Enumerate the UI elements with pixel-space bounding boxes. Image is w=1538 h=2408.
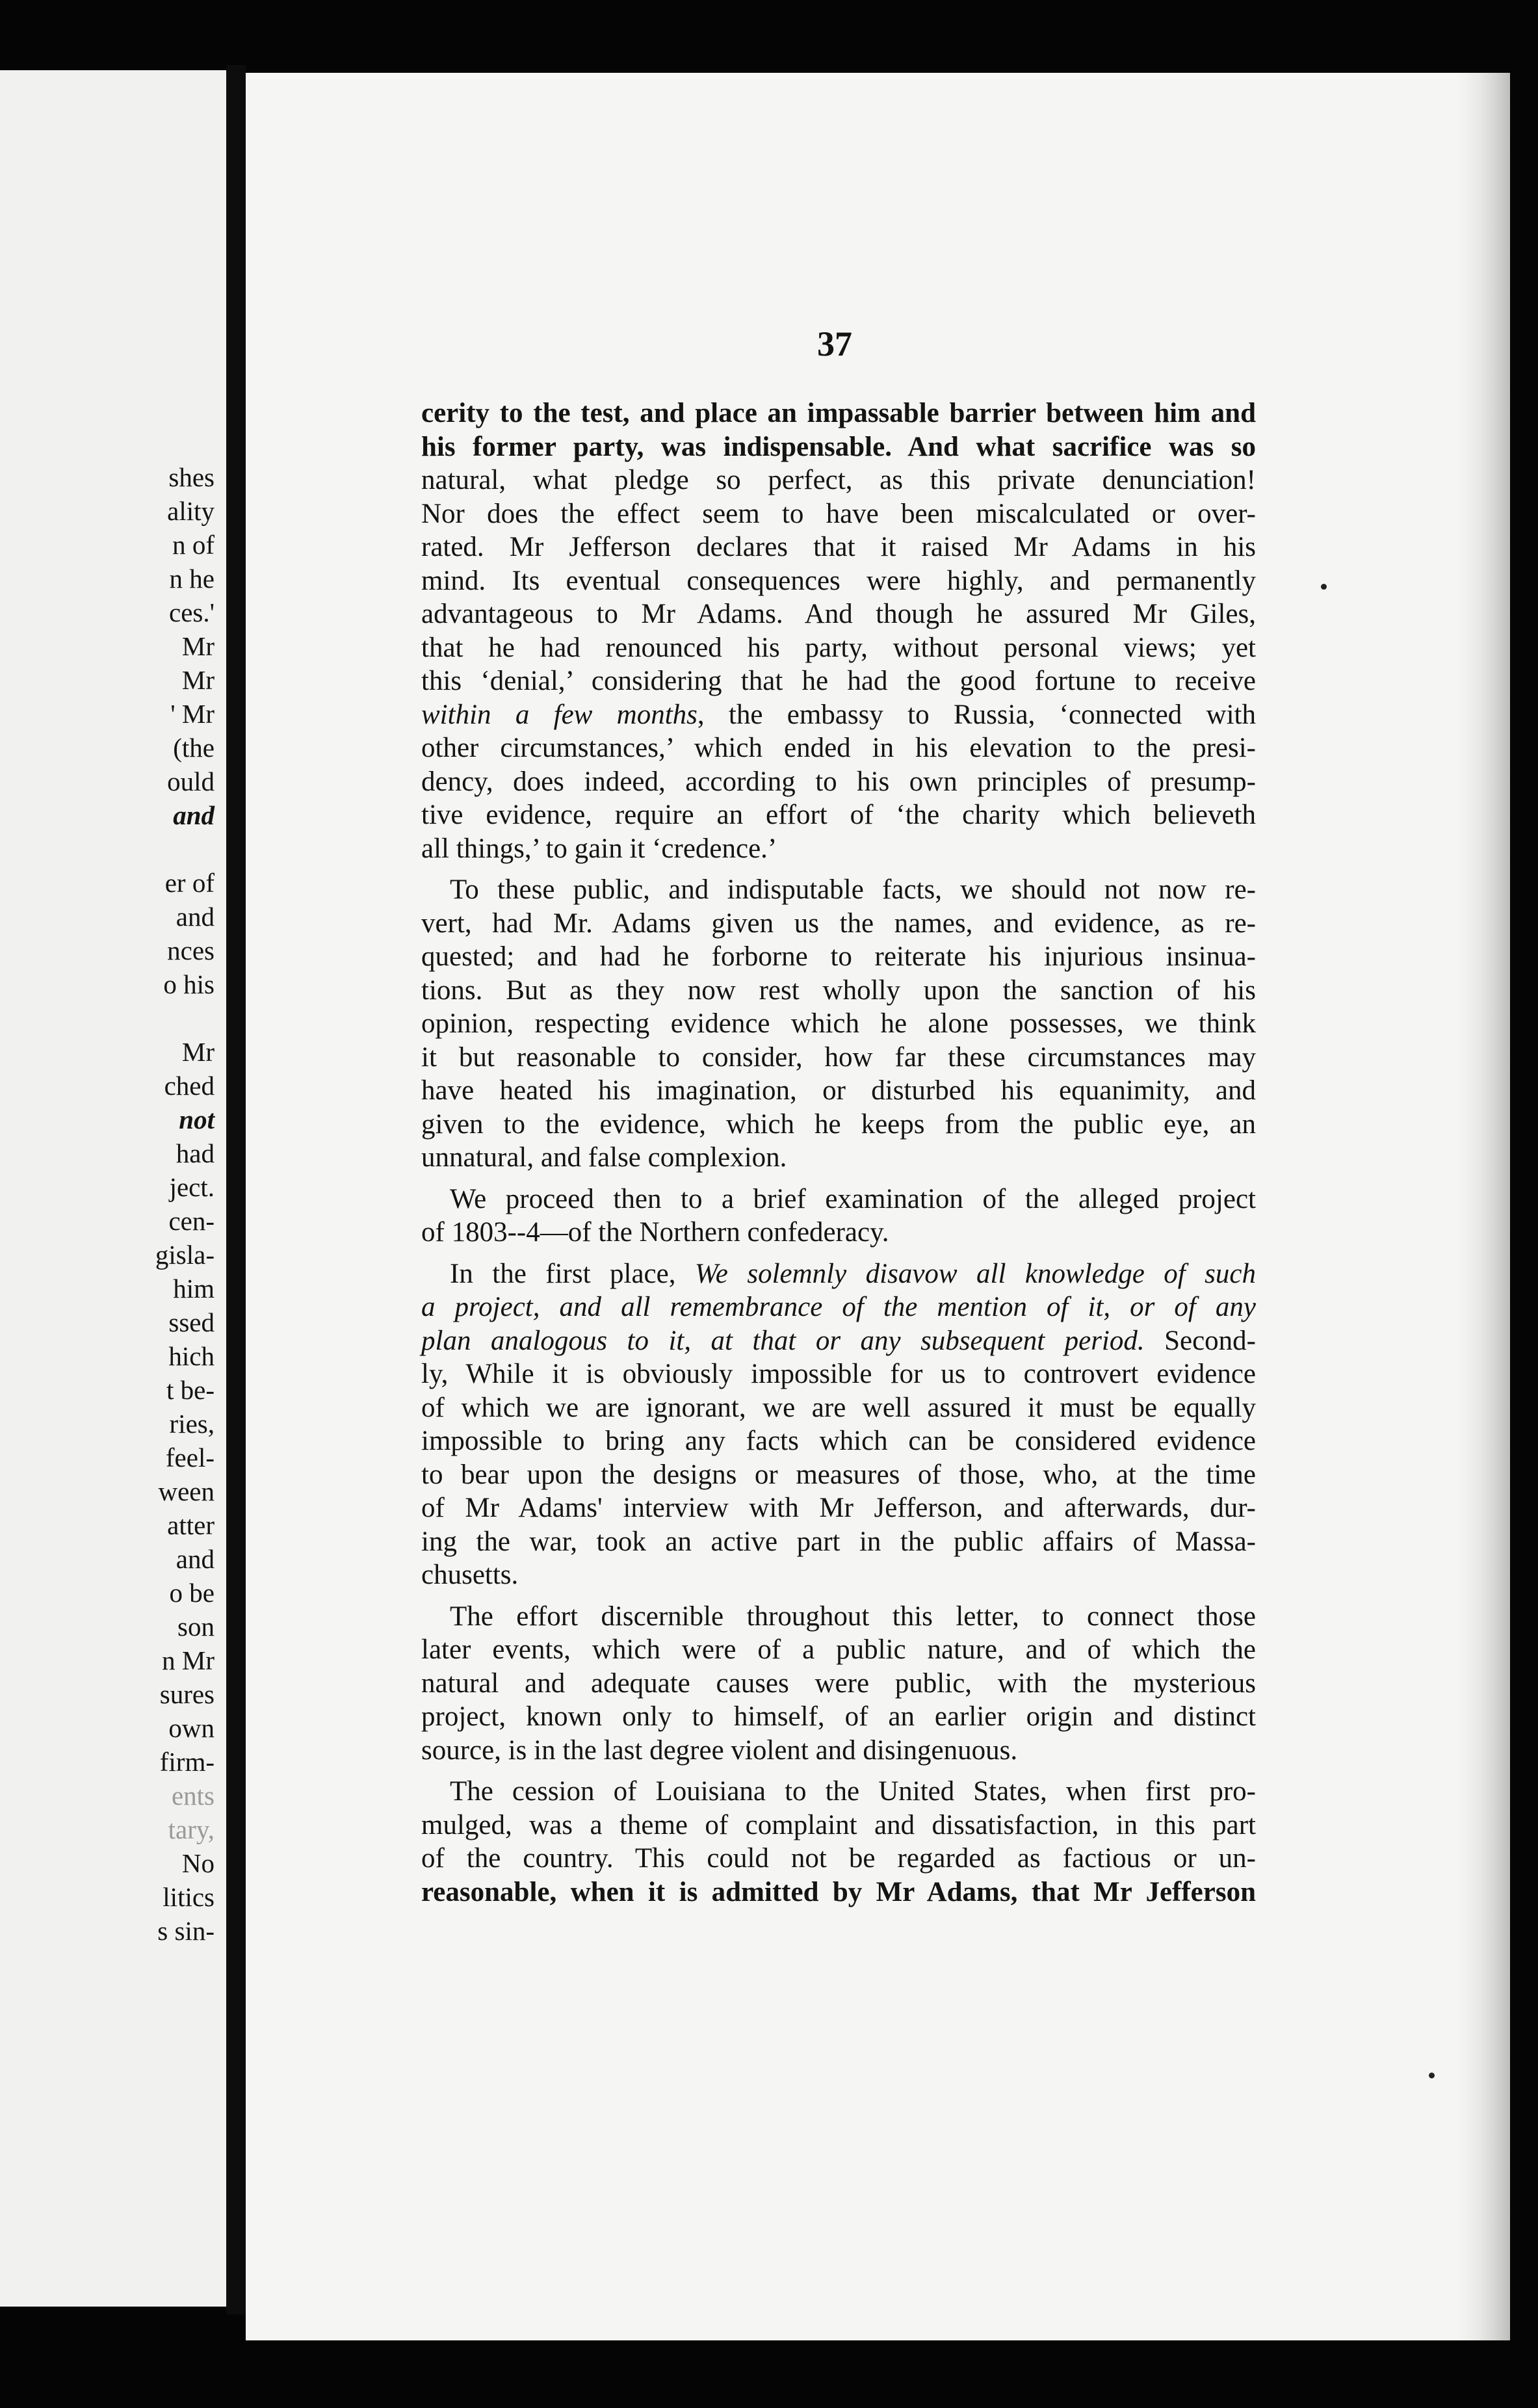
left-text-line: atter bbox=[167, 1510, 215, 1540]
text-line: unnatural, and false complexion. bbox=[421, 1142, 787, 1173]
text-line: this ‘denial,’ considering that he had the good fortune to receive bbox=[421, 666, 1256, 696]
left-text-line: hich bbox=[168, 1341, 215, 1371]
left-text-line: Mr bbox=[181, 1037, 215, 1067]
left-text-line: (the bbox=[173, 733, 215, 763]
text-line: opinion, respecting evidence which he alone possesses, we think bbox=[421, 1008, 1256, 1039]
text-line: natural and adequate causes were public, with the mysterious bbox=[421, 1668, 1256, 1699]
left-text-line: ould bbox=[167, 766, 215, 796]
left-text-line: not bbox=[179, 1105, 215, 1134]
text-line: mind. Its eventual consequences were highly, and permanently bbox=[421, 565, 1256, 596]
left-text-line: Mr bbox=[181, 631, 215, 661]
left-text-line: and bbox=[173, 800, 215, 830]
text-line: dency, does indeed, according to his own principles of presump- bbox=[421, 766, 1256, 797]
page-edge-shadow bbox=[1458, 73, 1510, 2340]
text-line: other circumstances,’ which ended in his elevation to the presi- bbox=[421, 733, 1256, 763]
left-text-line: ries, bbox=[169, 1409, 215, 1439]
text-line: later events, which were of a public nature, and of which the bbox=[421, 1634, 1256, 1665]
left-text-line: No bbox=[181, 1848, 215, 1878]
page-number: 37 bbox=[817, 324, 852, 363]
text-line: reasonable, when it is admitted by Mr Adams, that Mr Jefferson bbox=[421, 1876, 1256, 1907]
left-text-line: ject. bbox=[169, 1172, 215, 1202]
left-text-line: o be bbox=[169, 1578, 215, 1608]
text-line: of which we are ignorant, we are well assured it must be equally bbox=[421, 1392, 1256, 1423]
text-line: given to the evidence, which he keeps from the public eye, an bbox=[421, 1108, 1256, 1140]
left-text-line bbox=[0, 832, 215, 866]
text-line: The cession of Louisiana to the United States, when first pro- bbox=[450, 1776, 1256, 1807]
text-line: plan analogous to it, at that or any subsequent period. Second- bbox=[421, 1325, 1257, 1356]
text-line: In the first place, We solemnly disavow all knowledge of such bbox=[450, 1258, 1256, 1289]
text-line: natural, what pledge so perfect, as this private denunciation! bbox=[421, 465, 1256, 495]
left-text-line: ' Mr bbox=[170, 699, 215, 729]
left-text-line: and bbox=[176, 902, 215, 932]
ink-speck bbox=[1321, 584, 1327, 590]
text-line: project, known only to himself, of an earlier origin and distinct bbox=[421, 1701, 1256, 1732]
text-line: quested; and had he forborne to reiterate his injurious insinua- bbox=[421, 941, 1256, 972]
text-line: mulged, was a theme of complaint and dissatisfaction, in this part bbox=[421, 1809, 1256, 1840]
left-text-line: gisla- bbox=[155, 1240, 215, 1270]
left-text-line: ents bbox=[171, 1781, 215, 1811]
left-text-line: litics bbox=[163, 1882, 215, 1912]
text-line: within a few months, the embassy to Russia, ‘connected with bbox=[421, 699, 1256, 730]
left-page-text bbox=[0, 460, 215, 1948]
left-text-line: shes bbox=[168, 462, 215, 492]
text-line: vert, had Mr. Adams given us the names, and evidence, as re- bbox=[421, 908, 1256, 939]
left-text-line: n Mr bbox=[162, 1645, 215, 1675]
text-line: all things,’ to gain it ‘credence.’ bbox=[421, 833, 777, 864]
text-line: The effort discernible throughout this letter, to connect those bbox=[450, 1601, 1256, 1632]
text-line: have heated his imagination, or disturbed his equanimity, and bbox=[421, 1075, 1256, 1106]
text-line: chusetts. bbox=[421, 1560, 519, 1590]
left-text-line: and bbox=[176, 1544, 215, 1574]
text-line: rated. Mr Jefferson declares that it raised Mr Adams in his bbox=[421, 532, 1256, 562]
left-text-line: son bbox=[177, 1612, 215, 1642]
text-line: his former party, was indispensable. And what sacrifice was so bbox=[421, 431, 1256, 462]
text-line: advantageous to Mr Adams. And though he assured Mr Giles, bbox=[421, 599, 1256, 629]
left-text-line: n of bbox=[172, 530, 215, 560]
text-line: source, is in the last degree violent and disingenuous. bbox=[421, 1734, 1018, 1766]
left-text-line: n he bbox=[169, 564, 215, 594]
left-text-line: ched bbox=[164, 1071, 215, 1101]
left-text-line: ces.' bbox=[169, 597, 215, 627]
text-line: cerity to the test, and place an impassable barrier between him and bbox=[421, 398, 1256, 428]
left-text-line: him bbox=[173, 1274, 215, 1303]
text-line: tions. But as they now rest wholly upon the sanction of his bbox=[421, 975, 1256, 1006]
left-text-line: sures bbox=[159, 1679, 215, 1709]
left-text-line: firm- bbox=[159, 1747, 215, 1777]
text-line: To these public, and indisputable facts, we should not now re- bbox=[450, 874, 1256, 905]
text-line: to bear upon the designs or measures of those, who, at the time bbox=[421, 1459, 1256, 1490]
left-text-line: cen- bbox=[168, 1206, 215, 1236]
text-line: of the country. This could not be regarded as factious or un- bbox=[421, 1843, 1256, 1874]
text-line: that he had renounced his party, without personal views; yet bbox=[421, 632, 1256, 663]
left-text-line: ality bbox=[167, 496, 215, 526]
book-gutter bbox=[226, 65, 246, 2314]
left-text-line: feel- bbox=[165, 1443, 215, 1472]
left-text-line bbox=[0, 1001, 215, 1035]
left-text-line: o his bbox=[163, 969, 215, 999]
ink-speck bbox=[1429, 2073, 1435, 2078]
text-line: it but reasonable to consider, how far these circumstances may bbox=[421, 1041, 1256, 1073]
left-text-line: t be- bbox=[166, 1375, 215, 1405]
left-text-line: own bbox=[168, 1713, 215, 1743]
left-text-line: Mr bbox=[181, 665, 215, 695]
text-line: We proceed then to a brief examination of the alleged project bbox=[450, 1183, 1256, 1214]
left-text-line: ssed bbox=[168, 1307, 215, 1337]
left-page-fragment bbox=[0, 70, 226, 2307]
text-line: of Mr Adams' interview with Mr Jefferson, and afterwards, dur- bbox=[421, 1493, 1256, 1523]
left-text-line: had bbox=[176, 1138, 215, 1168]
text-line: a project, and all remembrance of the mention of it, or of any bbox=[421, 1292, 1256, 1322]
text-line: Nor does the effect seem to have been miscalculated or over- bbox=[421, 498, 1256, 529]
left-text-line: er of bbox=[164, 868, 215, 898]
left-text-line: tary, bbox=[168, 1814, 215, 1844]
text-line: ly, While it is obviously impossible for us to controvert evidence bbox=[421, 1359, 1256, 1389]
left-text-line: nces bbox=[167, 936, 215, 965]
text-line: tive evidence, require an effort of ‘the charity which believeth bbox=[421, 800, 1256, 830]
text-line: impossible to bring any facts which can be considered evidence bbox=[421, 1426, 1256, 1456]
left-text-line: s sin- bbox=[157, 1916, 215, 1946]
left-text-line: ween bbox=[158, 1476, 215, 1506]
text-line: of 1803--4—of the Northern confederacy. bbox=[421, 1217, 889, 1248]
text-line: ing the war, took an active part in the public affairs of Massa- bbox=[421, 1526, 1256, 1557]
body-text bbox=[421, 397, 1256, 1909]
